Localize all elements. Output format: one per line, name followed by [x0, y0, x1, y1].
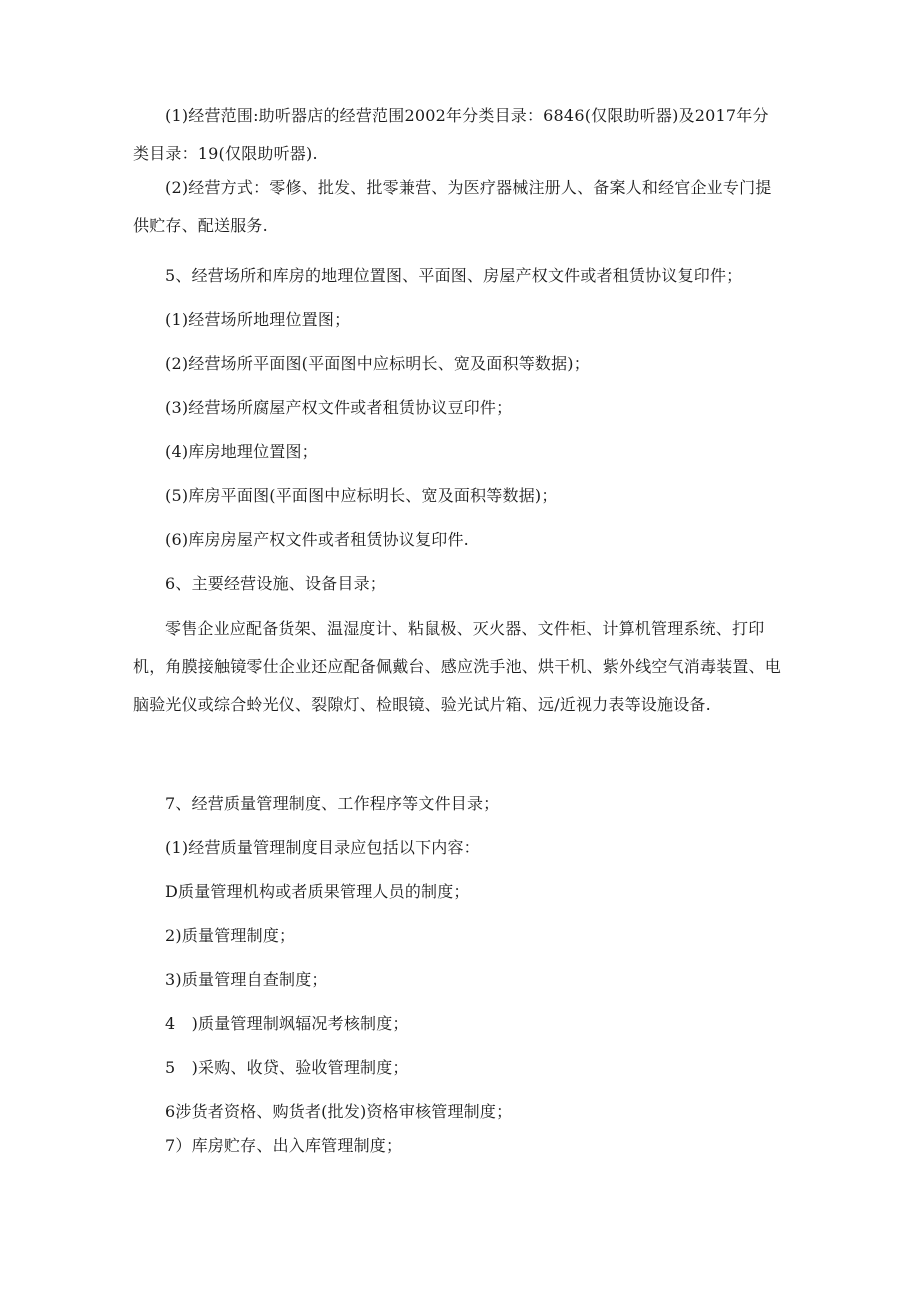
list-item: (1)经营质量管理制度目录应包括以下内容：	[165, 838, 480, 857]
list-item: 7）库房贮存、出入库管理制度；	[165, 1136, 403, 1155]
list-item: 5 )采购、收贷、验收管理制度；	[165, 1058, 409, 1077]
list-item: 6涉货者资格、购货者(批发)资格审核管理制度；	[165, 1102, 513, 1121]
list-item: D质量管理机构或者质果管理人员的制度；	[165, 882, 470, 901]
paragraph-business-scope: (1)经营范围:助听器店的经营范围2002年分类目录：6846(仅限助听器)及2017年分类目录：19(仅限助听器).	[133, 106, 769, 163]
paragraph-equipment: 零售企业应配备货架、温湿度计、粘鼠极、灭火器、文件柜、计算机管理系统、打印机，角膜接触镜零仕企业还应配备佩戴台、感应洗手池、烘干机、紫外线空气消毒装置、电脑验光仪或综合蛉光仪、裂隙灯、检眼镜、验光试片箱、远/近视力表等设施设备.	[133, 619, 782, 714]
list-item: 2)质量管理制度；	[165, 926, 296, 945]
list-item: 4 )质量管理制飒辐况考核制度；	[165, 1014, 409, 1033]
list-item: (3)经营场所腐屋产权文件或者租赁协议豆印件；	[165, 398, 513, 417]
list-item: (6)库房房屋产权文件或者租赁协议复印件.	[165, 530, 469, 549]
paragraph-business-mode: (2)经营方式：零修、批发、批零兼营、为医疗器械注册人、备案人和经官企业专门提供贮存、配送服务.	[133, 178, 772, 235]
list-item: (4)库房地理位置图；	[165, 442, 318, 461]
list-item: (1)经营场所地理位置图；	[165, 310, 351, 329]
list-item: (2)经营场所平面图(平面图中应标明长、宽及面积等数据)；	[165, 354, 590, 373]
heading-item-7: 7、经营质量管理制度、工作程序等文件目录；	[165, 794, 500, 813]
list-item: 3)质量管理自查制度；	[165, 970, 328, 989]
heading-item-5: 5、经营场所和库房的地理位置图、平面图、房屋产权文件或者租赁协议复印件；	[165, 266, 743, 285]
heading-item-6: 6、主要经营设施、设备目录；	[165, 574, 386, 593]
list-item: (5)库房平面图(平面图中应标明长、宽及面积等数据)；	[165, 486, 558, 505]
